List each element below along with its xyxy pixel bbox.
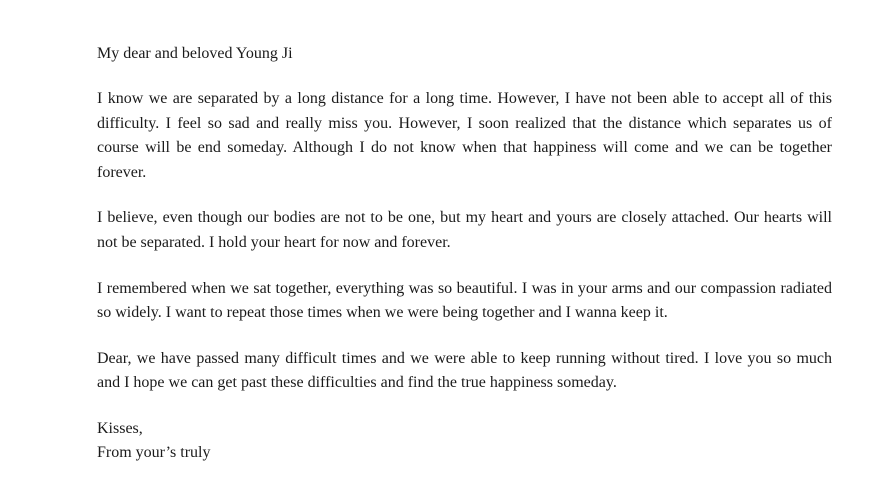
letter-signature: From your’s truly (97, 443, 211, 461)
letter-paragraph-4: Dear, we have passed many difficult times and we were able to keep running without tired. I love you so much and I hope we can get past these difficulties and find the true happiness someday. (97, 349, 832, 392)
letter-paragraph-1: I know we are separated by a long distance for a long time. However, I have not been able to accept all of this difficulty. I feel so sad and really miss you. However, I soon realized that the distance which separates us of course will be end someday. Although I do not know when that happiness will come and we can be together forever. (97, 90, 832, 181)
letter-closing: Kisses, (97, 419, 143, 437)
letter-paragraph-2: I believe, even though our bodies are not to be one, but my heart and yours are closely attached. Our hearts will not be separated. I hold your heart for now and forever. (97, 209, 832, 251)
letter-salutation: My dear and beloved Young Ji (97, 45, 293, 62)
letter-paragraph-3: I remembered when we sat together, everything was so beautiful. I was in your arms and our compassion radiated so widely. I want to repeat those times when we were being together and I wanna keep it. (97, 279, 832, 322)
